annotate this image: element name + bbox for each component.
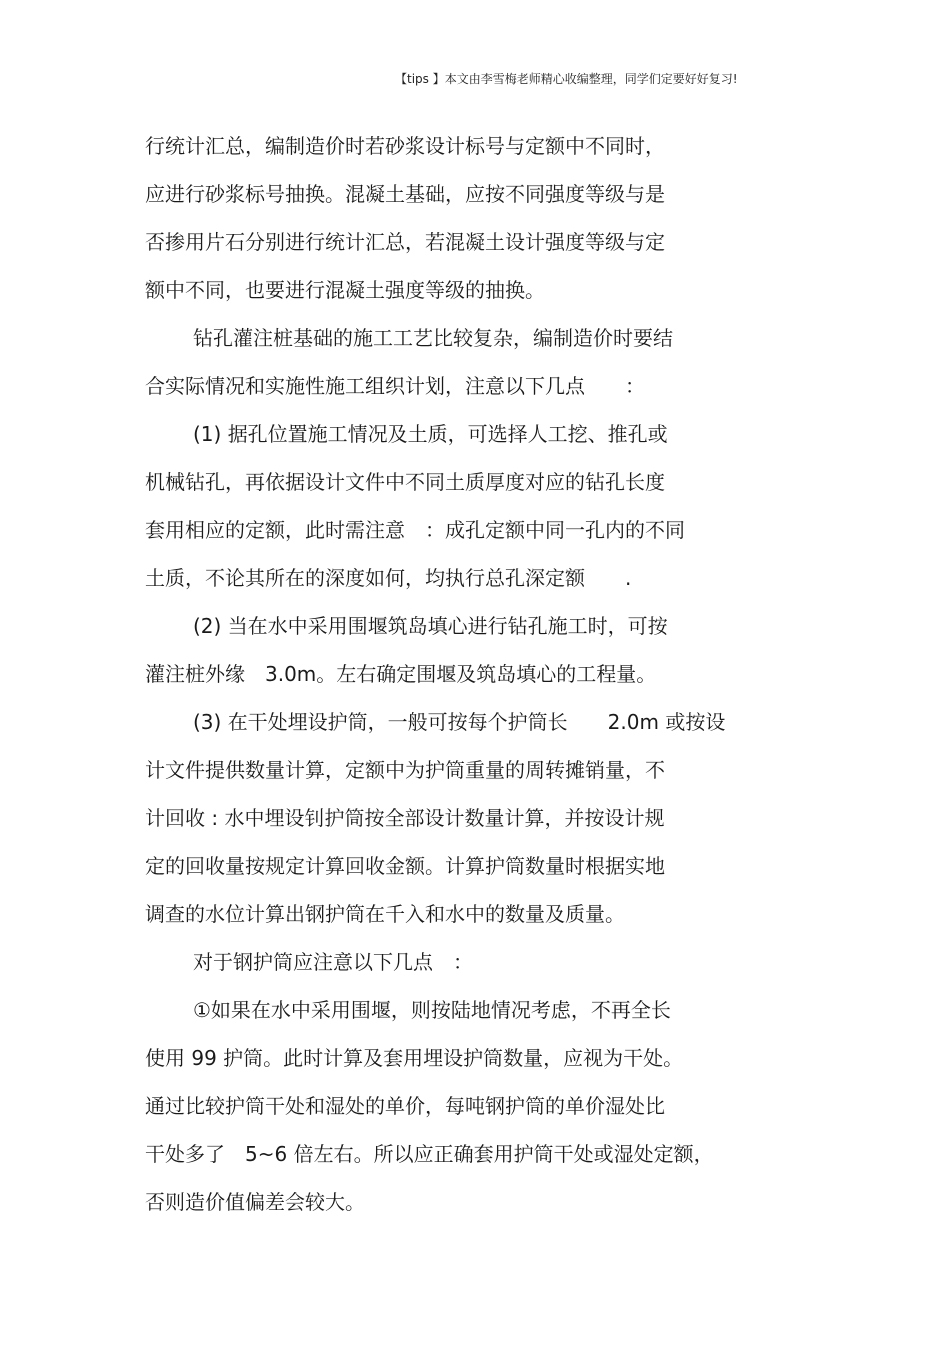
text-line: 钻孔灌注桩基础的施工工艺比较复杂，编制造价时要结: [193, 326, 673, 350]
text-line: 通过比较护筒干处和湿处的单价，每吨钢护筒的单价湿处比: [145, 1094, 665, 1118]
text-line: 额中不同，也要进行混凝土强度等级的抽换。: [145, 278, 545, 302]
text-line: 土质，不论其所在的深度如何，均执行总孔深定额 .: [145, 566, 632, 590]
text-line: 调查的水位计算出钢护筒在千入和水中的数量及质量。: [145, 902, 625, 926]
text-line: 行统计汇总，编制造价时若砂浆设计标号与定额中不同时，: [145, 134, 665, 158]
text-line: 使用 99 护筒。此时计算及套用埋设护筒数量，应视为干处。: [145, 1046, 684, 1070]
text-line: 定的回收量按规定计算回收金额。计算护筒数量时根据实地: [145, 854, 665, 878]
text-line: 合实际情况和实施性施工组织计划，注意以下几点 ：: [145, 374, 645, 398]
text-line: 应进行砂浆标号抽换。混凝土基础，应按不同强度等级与是: [145, 182, 665, 206]
text-line: 计回收 : 水中埋设钊护筒按全部设计数量计算，并按设计规: [145, 806, 665, 830]
text-line: (2) 当在水中采用围堰筑岛填心进行钻孔施工时，可按: [193, 614, 668, 638]
text-line: 否掺用片石分别进行统计汇总，若混凝土设计强度等级与定: [145, 230, 665, 254]
header-tip: 【tips 】本文由李雪梅老师精心收编整理，同学们定要好好复习!: [395, 72, 738, 86]
text-line: 否则造价值偏差会较大。: [145, 1190, 365, 1214]
text-line: 对于钢护筒应注意以下几点 ：: [193, 950, 473, 974]
text-line: 机械钻孔，再依据设计文件中不同土质厚度对应的钻孔长度: [145, 470, 665, 494]
text-line: 灌注桩外缘 3.0m。左右确定围堰及筑岛填心的工程量。: [145, 662, 657, 686]
text-line: ①如果在水中采用围堰，则按陆地情况考虑，不再全长: [193, 998, 671, 1022]
text-line: (1) 据孔位置施工情况及土质，可选择人工挖、推孔或: [193, 422, 668, 446]
text-line: 套用相应的定额，此时需注意 ：成孔定额中同一孔内的不同: [145, 518, 685, 542]
text-line: (3) 在干处埋设护筒，一般可按每个护筒长 2.0m 或按设: [193, 710, 726, 734]
text-line: 干处多了 5~6 倍左右。所以应正确套用护筒干处或湿处定额，: [145, 1142, 714, 1166]
text-line: 计文件提供数量计算，定额中为护筒重量的周转摊销量，不: [145, 758, 665, 782]
